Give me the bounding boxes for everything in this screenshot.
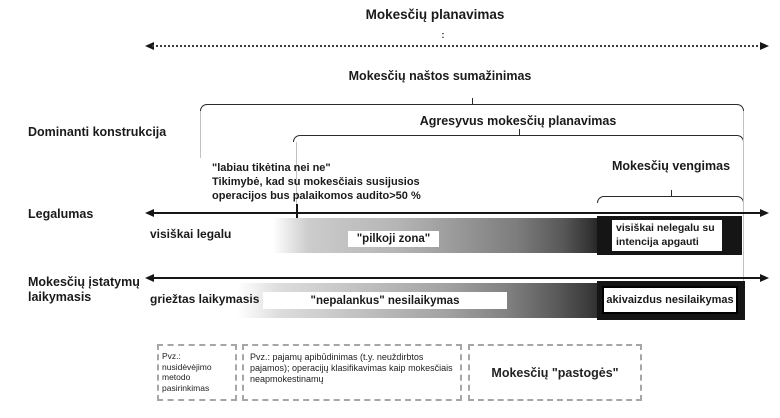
title-tax-planning: Mokesčių planavimas — [365, 7, 505, 22]
obvious-noncompliance-box: akivaizdus nesilaikymas — [602, 286, 738, 314]
brace-aggressive-planning — [293, 135, 744, 142]
compliance-scale-left-label: griežtas laikymasis — [150, 292, 260, 306]
dashed-line — [152, 45, 762, 47]
axis-line — [152, 277, 762, 279]
brace-center-tick — [671, 190, 672, 197]
compliance-scale-black-segment — [597, 281, 745, 320]
brace-center-tick — [472, 98, 473, 105]
guide-line-right — [743, 111, 744, 283]
dashed-span-arrow — [146, 42, 768, 50]
unfavorable-noncompliance-box: "nepalankus" nesilaikymas — [263, 292, 507, 309]
example-box-income-classification: Pvz.: pajamų apibūdinimas (t.y. neuždirbtos pajamos); operacijų klasifikavimas kaip mokesčiais neapmokestinamų — [242, 344, 462, 401]
title-tax-burden-reduction: Mokesčių naštos sumažinimas — [348, 69, 532, 83]
legality-scale-left-label: visiškai legalu — [150, 227, 232, 241]
brace-tax-avoidance — [597, 196, 744, 203]
label-dominant-construction: Dominanti konstrukcija — [28, 125, 167, 139]
arrow-right-icon — [760, 209, 769, 217]
probability-note-line2: Tikimybė, kad su mokesčiais susijusios — [212, 176, 420, 188]
brace-burden-reduction — [200, 104, 744, 111]
illegal-intent-box: visiškai nelegalu su intencija apgauti — [612, 220, 722, 251]
label-tax-law-line2: laikymasis — [28, 290, 92, 304]
legality-scale-black-segment — [597, 216, 742, 255]
probability-note-line3: operacijos bus palaikomos audito>50 % — [212, 190, 421, 202]
gray-zone-box: "pilkoji zona" — [348, 231, 439, 247]
example-box-tax-shelters: Mokesčių "pastogės" — [468, 344, 642, 401]
title-aggressive-tax-planning: Agresyvus mokesčių planavimas — [419, 114, 617, 128]
arrow-right-icon — [760, 42, 769, 50]
axis-line — [152, 212, 762, 214]
brace-center-tick — [519, 129, 520, 136]
label-tax-law-line1: Mokesčių įstatymų — [28, 275, 140, 289]
probability-note-line1: "labiau tikėtina nei ne" — [212, 162, 331, 174]
probability-note — [212, 161, 462, 203]
label-legality: Legalumas — [28, 207, 94, 221]
title-tax-avoidance: Mokesčių vengimas — [611, 159, 731, 173]
center-tick-mark: : — [441, 30, 445, 40]
example-box-depreciation: Pvz.: nusidėvėjimo metodo pasirinkimas — [157, 344, 237, 401]
arrow-right-icon — [760, 274, 769, 282]
